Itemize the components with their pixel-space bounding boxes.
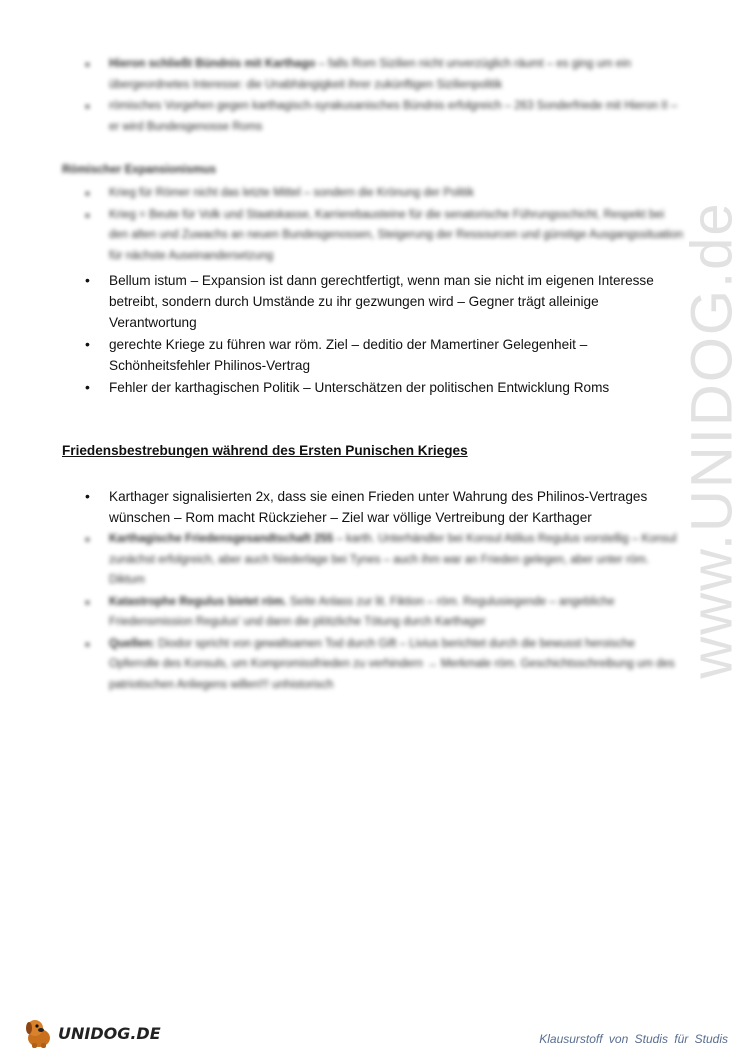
list-item: • Karthagische Friedensgesandtschaft 255 – karth. Unterhändler bei Konsul Atilius Regulus vorstellig – Konsul zunächst erfolgreich, aber auch Niederlage bei Tynes – auch ihm war an Frieden gelegen, aber unter röm. Diktum bbox=[85, 529, 685, 591]
section3-title: Friedensbestrebungen während des Ersten Punischen Krieges bbox=[62, 443, 468, 458]
section2-list bbox=[85, 270, 685, 399]
section2-blurred-list bbox=[85, 183, 685, 267]
list-item: • Hieron schließt Bündnis mit Karthago – falls Rom Sizilien nicht unverzüglich räumt – es ging um ein übergeordnetes Interesse: die Unabhängigkeit ihrer zukünftigen Sizilienpolitik bbox=[85, 54, 685, 95]
list-item: • Krieg = Beute für Volk und Staatskasse, Karrierebausteine für die senatorische Führungsschicht, Respekt bei den alten und Zuwachs an neuen Bundesgenossen, Steigerung der Ressourcen und günstige Ausgangssituation für nächste Auseinandersetzung bbox=[85, 205, 685, 267]
dog-icon bbox=[22, 1016, 56, 1050]
list-item: • Krieg für Römer nicht das letzte Mittel – sondern die Krönung der Politik bbox=[85, 183, 685, 204]
list-item: • gerechte Kriege zu führen war röm. Ziel – deditio der Mamertiner Gelegenheit – Schönheitsfehler Philinos-Vertrag bbox=[85, 334, 685, 376]
list-item: • Katastrophe Regulus bietet röm. Seite Anlass zur lit. Fiktion – röm. Regulusiegende – angebliche Friedensmission Regulus' und dann die plötzliche Tötung durch Karthager bbox=[85, 592, 685, 633]
footer-claim: Klausurstoff von Studis für Studis bbox=[539, 1032, 728, 1046]
list-item: • Fehler der karthagischen Politik – Unterschätzen der politischen Entwicklung Roms bbox=[85, 377, 685, 398]
section3-list bbox=[85, 486, 685, 529]
watermark: www.UNIDOG.de bbox=[679, 201, 745, 679]
list-item: • Quellen: Diodor spricht von gewaltsamen Tod durch Gift – Livius berichtet durch die bewusst heroische Opferrolle des Konsuls, um Kompromissfrieden zu verhindern → Merkmale röm. Geschichtsschreibung um des patriotischen Anliegens willen!!! unhistorisch bbox=[85, 634, 685, 696]
section1-list bbox=[85, 54, 685, 138]
list-item: • römisches Vorgehen gegen karthagisch-syrakusanisches Bündnis erfolgreich – 263 Sonderfriede mit Hieron II – er wird Bundesgenosse Roms bbox=[85, 96, 685, 137]
footer-logo[interactable] bbox=[22, 1016, 161, 1050]
logo-text: UNIDOG.DE bbox=[58, 1023, 161, 1043]
list-item: • Karthager signalisierten 2x, dass sie einen Frieden unter Wahrung des Philinos-Vertrages wünschen – Rom macht Rückzieher – Ziel war völlige Vertreibung der Karthager bbox=[85, 486, 685, 528]
section3-blurred-list bbox=[85, 529, 685, 696]
list-item: • Bellum istum – Expansion ist dann gerechtfertigt, wenn man sie nicht im eigenen Interesse betreibt, sondern durch Umstände zu ihr gezwungen wird – Gegner trägt alleinige Verantwortung bbox=[85, 270, 685, 333]
section2-title: Römischer Expansionismus bbox=[62, 164, 217, 176]
